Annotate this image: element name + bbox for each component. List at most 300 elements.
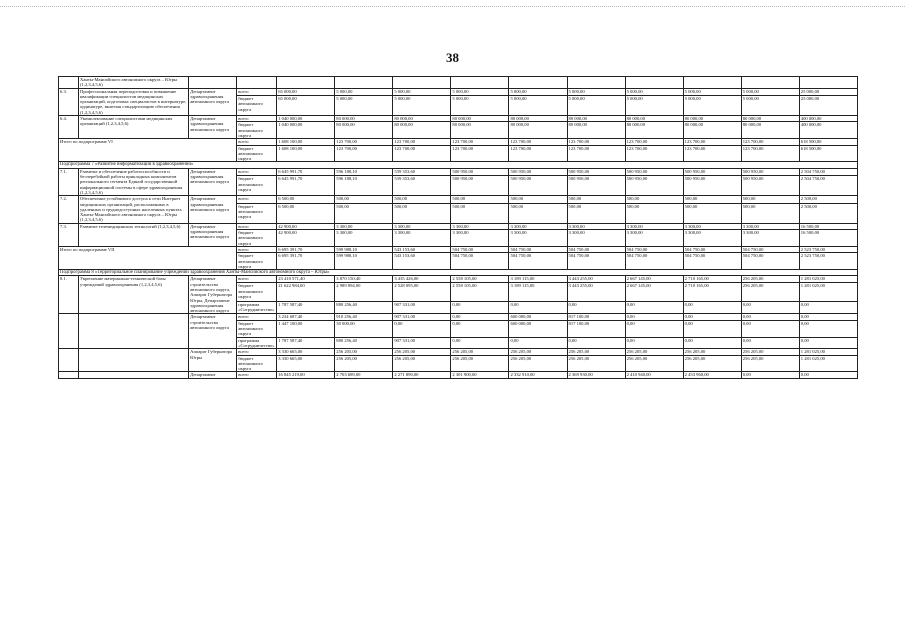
- amount-cell: 0,00: [799, 337, 857, 349]
- funding-source: бюджет автономного округа: [237, 320, 277, 337]
- amount-cell: 123 700,00: [509, 139, 567, 145]
- total-label: Итого по подпрограмме VII: [59, 246, 237, 269]
- measure-name: Профессиональная переподготовка и повышение квалификации специалистов медицинских организаций, подготовка специалистов в интернатуре, ординатуре, включая стандартизацию обеспечения (1,2,3,4,5,6): [79, 88, 189, 115]
- measure-name: Укрепление материально-технической базы учреждений здравоохранения (1,2,3,4,5,6): [79, 276, 189, 314]
- amount-cell: 123 700,00: [625, 145, 683, 162]
- amount-cell: 504 750,00: [625, 253, 683, 270]
- amount-cell: 2 453 960,00: [683, 372, 741, 378]
- amount-cell: 500 950,00: [741, 176, 799, 196]
- amount-cell: 500,00: [625, 203, 683, 223]
- amount-cell: 0,00: [799, 301, 857, 314]
- amount-cell: 80 000,00: [393, 122, 451, 139]
- amount-cell: 0,00: [451, 314, 509, 320]
- funding-source: всего: [237, 139, 277, 145]
- amount-cell: 3 300,00: [335, 230, 393, 247]
- amount-cell: 500 950,00: [451, 168, 509, 175]
- amount-cell: 0,00: [683, 301, 741, 314]
- amount-cell: 123 700,00: [509, 145, 567, 162]
- amount-cell: 80 000,00: [451, 116, 509, 122]
- measure-name: Укомплектование специалистами медицинских организаций (1,2,3,4,5,6): [79, 116, 189, 139]
- amount-cell: 504 750,00: [509, 246, 567, 252]
- funding-source: программа «Сотрудничество»: [237, 337, 277, 349]
- amount-cell: 2 558 105,00: [451, 276, 509, 283]
- amount-cell: 500,00: [741, 203, 799, 223]
- amount-cell: 3 870 150,40: [335, 276, 393, 283]
- amount-cell: 256 205,00: [335, 349, 393, 355]
- amount-cell: 500 950,00: [567, 176, 625, 196]
- amount-cell: 0,00: [509, 337, 567, 349]
- amount-cell: 0,00: [799, 320, 857, 337]
- amount-cell: 5 000,00: [509, 96, 567, 116]
- amount-cell: 2 667 145,00: [625, 276, 683, 283]
- measure-row: [59, 88, 858, 95]
- amount-cell: 817 100,00: [567, 320, 625, 337]
- measure-number: 6.4.: [59, 116, 79, 139]
- amount-cell: 0,00: [451, 301, 509, 314]
- amount-cell: 6 645 991,70: [277, 176, 335, 196]
- amount-cell: 543 153,60: [393, 253, 451, 270]
- funding-source: всего: [237, 349, 277, 355]
- amount-cell: 256 205,00: [741, 283, 799, 301]
- amount-cell: 25 000,00: [799, 88, 857, 95]
- amount-cell: 0,00: [799, 314, 857, 320]
- funding-source: бюджет автономного округа: [237, 355, 277, 372]
- amount-cell: [277, 77, 335, 89]
- amount-cell: 5 000,00: [625, 96, 683, 116]
- amount-cell: 2 500,00: [799, 203, 857, 223]
- amount-cell: 5 000,00: [567, 96, 625, 116]
- amount-cell: 42 900,00: [277, 230, 335, 247]
- amount-cell: 0,00: [567, 337, 625, 349]
- amount-cell: 539 353,60: [393, 176, 451, 196]
- subprogram-title: Подпрограмма 7 «Развитие информатизации в здравоохранении»: [59, 162, 858, 168]
- measure-executor: Аппарат Губернатора Югры: [189, 349, 237, 372]
- amount-cell: 123 700,00: [451, 145, 509, 162]
- amount-cell: [683, 77, 741, 89]
- amount-cell: 3 300,00: [741, 223, 799, 229]
- amount-cell: 123 700,00: [335, 139, 393, 145]
- amount-cell: [625, 77, 683, 89]
- amount-cell: 2 271 890,00: [393, 372, 451, 378]
- amount-cell: 2 558 105,00: [451, 283, 509, 301]
- amount-cell: 2 523 750,00: [799, 253, 857, 270]
- amount-cell: 504 750,00: [625, 246, 683, 252]
- amount-cell: 6 695 391,70: [277, 253, 335, 270]
- amount-cell: [799, 77, 857, 89]
- amount-cell: 5 000,00: [683, 88, 741, 95]
- amount-cell: 400 000,00: [799, 122, 857, 139]
- measure-number: [59, 372, 79, 378]
- amount-cell: 2 667 145,00: [625, 283, 683, 301]
- amount-cell: 256 205,00: [567, 355, 625, 372]
- amount-cell: 80 000,00: [509, 122, 567, 139]
- amount-cell: 500,00: [335, 203, 393, 223]
- amount-cell: 21 622 984,00: [277, 283, 335, 301]
- amount-cell: 256 205,00: [625, 355, 683, 372]
- amount-cell: 2 504 750,00: [799, 168, 857, 175]
- amount-cell: 1 281 025,00: [799, 349, 857, 355]
- funding-source: всего: [237, 168, 277, 175]
- measure-number: [59, 349, 79, 372]
- scan-top-edge: [0, 6, 905, 9]
- amount-cell: 256 205,00: [567, 349, 625, 355]
- amount-cell: 0,00: [741, 337, 799, 349]
- amount-cell: 500 950,00: [741, 168, 799, 175]
- amount-cell: [509, 77, 567, 89]
- amount-cell: 256 205,00: [335, 355, 393, 372]
- measure-name: Обеспечение устойчивого доступа к сети Интернет медицинских организаций, расположенных в удаленных и труднодоступных населенных пунктах Ханты-Мансийского автономного округа – Югры (1,2,3,4,5,6): [79, 196, 189, 223]
- amount-cell: 5 000,00: [393, 88, 451, 95]
- amount-cell: 6 500,00: [277, 203, 335, 223]
- amount-cell: 1 787 587,40: [277, 337, 335, 349]
- amount-cell: 3 300,00: [567, 223, 625, 229]
- amount-cell: 16 500,00: [799, 230, 857, 247]
- amount-cell: 3 189 115,00: [509, 283, 567, 301]
- amount-cell: 6 645 991,70: [277, 168, 335, 175]
- amount-cell: 500,00: [625, 196, 683, 203]
- amount-cell: 0,00: [451, 337, 509, 349]
- amount-cell: 500,00: [509, 196, 567, 203]
- amount-cell: 504 750,00: [451, 246, 509, 252]
- measure-name: Развитие и обеспечение работоспособности и бесперебойной работы прикладных компонентов регионального сегмента Единой государственной информационной системы в сфере здравоохранения (1,2,3,4,5,6): [79, 168, 189, 195]
- amount-cell: 2 504 750,00: [799, 176, 857, 196]
- amount-cell: 80 000,00: [335, 116, 393, 122]
- funding-source: всего: [237, 246, 277, 252]
- amount-cell: 500 950,00: [567, 168, 625, 175]
- amount-cell: 910 256,40: [335, 314, 393, 320]
- amount-cell: 599 988,10: [335, 246, 393, 252]
- subprogram-title: Подпрограмма 8 «Территориальное планирование учреждений здравоохранения Ханты-Мансийского автономного округа – Югры»: [59, 270, 858, 276]
- amount-cell: 3 300,00: [683, 223, 741, 229]
- amount-cell: 3 435 426,00: [393, 276, 451, 283]
- measure-executor: Департамент строительства автономного округа: [189, 314, 237, 349]
- measure-name: Развитие телемедицинских технологий (1,2,3,4,5,6): [79, 223, 189, 246]
- amount-cell: 3 300,00: [451, 230, 509, 247]
- amount-cell: 0,00: [567, 301, 625, 314]
- amount-cell: 504 750,00: [451, 253, 509, 270]
- amount-cell: 0,00: [741, 320, 799, 337]
- amount-cell: 123 700,00: [393, 139, 451, 145]
- amount-cell: 500 950,00: [625, 168, 683, 175]
- amount-cell: 256 205,00: [509, 349, 567, 355]
- funding-source: всего: [237, 276, 277, 283]
- amount-cell: 2 703 689,00: [335, 372, 393, 378]
- amount-cell: 599 988,10: [335, 253, 393, 270]
- amount-cell: 5 000,00: [335, 88, 393, 95]
- amount-cell: 600 000,00: [509, 314, 567, 320]
- amount-cell: 0,00: [741, 314, 799, 320]
- amount-cell: 6 500,00: [277, 196, 335, 203]
- amount-cell: 907 331,00: [393, 337, 451, 349]
- measure-executor: Департамент здравоохранения автономного округа: [189, 168, 237, 195]
- measure-number: 7.1.: [59, 168, 79, 195]
- amount-cell: 5 000,00: [335, 96, 393, 116]
- amount-cell: 500,00: [509, 203, 567, 223]
- amount-cell: 256 205,00: [741, 349, 799, 355]
- amount-cell: 1 281 025,00: [799, 283, 857, 301]
- amount-cell: 123 700,00: [683, 145, 741, 162]
- amount-cell: 0,00: [509, 301, 567, 314]
- measure-name: [79, 372, 189, 378]
- amount-cell: 1 447 100,00: [277, 320, 335, 337]
- funding-source: всего: [237, 196, 277, 203]
- amount-cell: 0,00: [799, 372, 857, 378]
- amount-cell: [567, 77, 625, 89]
- amount-cell: 256 205,00: [393, 349, 451, 355]
- amount-cell: 65 000,00: [277, 88, 335, 95]
- amount-cell: 504 750,00: [741, 253, 799, 270]
- funding-source: всего: [237, 88, 277, 95]
- amount-cell: 123 700,00: [335, 145, 393, 162]
- amount-cell: 1 608 100,00: [277, 139, 335, 145]
- amount-cell: 500 950,00: [683, 176, 741, 196]
- amount-cell: 5 000,00: [451, 88, 509, 95]
- amount-cell: 500 950,00: [509, 168, 567, 175]
- amount-cell: 907 331,00: [393, 314, 451, 320]
- amount-cell: 3 330 665,00: [277, 355, 335, 372]
- amount-cell: 880 256,40: [335, 301, 393, 314]
- amount-cell: 400 000,00: [799, 116, 857, 122]
- amount-cell: 1 281 025,00: [799, 355, 857, 372]
- amount-cell: 2 710 165,00: [683, 283, 741, 301]
- amount-cell: 500,00: [683, 196, 741, 203]
- measure-number: [59, 314, 79, 349]
- amount-cell: 80 000,00: [393, 116, 451, 122]
- measure-row: [59, 372, 858, 378]
- budget-table: [58, 76, 858, 379]
- amount-cell: 80 000,00: [741, 116, 799, 122]
- amount-cell: 123 700,00: [741, 145, 799, 162]
- amount-cell: 5 000,00: [393, 96, 451, 116]
- funding-source: бюджет автономного округа: [237, 230, 277, 247]
- amount-cell: 123 700,00: [567, 139, 625, 145]
- amount-cell: 5 000,00: [741, 88, 799, 95]
- amount-cell: 5 000,00: [509, 88, 567, 95]
- measure-name: [79, 349, 189, 372]
- measure-number: 6.3.: [59, 88, 79, 115]
- amount-cell: 2 410 940,00: [625, 372, 683, 378]
- measure-executor: [189, 77, 237, 89]
- amount-cell: 3 330 665,00: [277, 349, 335, 355]
- amount-cell: 3 443 255,00: [567, 276, 625, 283]
- amount-cell: 500,00: [451, 196, 509, 203]
- amount-cell: 256 205,00: [393, 355, 451, 372]
- amount-cell: 80 000,00: [567, 116, 625, 122]
- amount-cell: 504 750,00: [509, 253, 567, 270]
- measure-executor: Департамент здравоохранения автономного округа: [189, 116, 237, 139]
- amount-cell: 23 410 571,40: [277, 276, 335, 283]
- amount-cell: 1 281 025,00: [799, 276, 857, 283]
- measure-number: 7.3.: [59, 223, 79, 246]
- amount-cell: 500,00: [335, 196, 393, 203]
- amount-cell: 123 700,00: [683, 139, 741, 145]
- amount-cell: 6 695 391,70: [277, 246, 335, 252]
- amount-cell: 3 300,00: [335, 223, 393, 229]
- amount-cell: 618 500,00: [799, 145, 857, 162]
- amount-cell: 500,00: [393, 196, 451, 203]
- amount-cell: 3 189 115,00: [509, 276, 567, 283]
- amount-cell: 123 700,00: [741, 139, 799, 145]
- amount-cell: 80 000,00: [741, 122, 799, 139]
- amount-cell: 0,00: [625, 314, 683, 320]
- amount-cell: 2 528 095,00: [393, 283, 451, 301]
- amount-cell: 0,00: [741, 301, 799, 314]
- measure-executor: Департамент здравоохранения автономного округа: [189, 88, 237, 115]
- amount-cell: 3 300,00: [741, 230, 799, 247]
- amount-cell: 0,00: [451, 320, 509, 337]
- measure-row: [59, 77, 858, 89]
- amount-cell: [451, 77, 509, 89]
- amount-cell: 65 000,00: [277, 96, 335, 116]
- amount-cell: 600 000,00: [509, 320, 567, 337]
- funding-source: бюджет автономного округа: [237, 145, 277, 162]
- amount-cell: 3 300,00: [567, 230, 625, 247]
- funding-source: бюджет автономного округа: [237, 176, 277, 196]
- amount-cell: 256 205,00: [683, 355, 741, 372]
- amount-cell: 123 700,00: [451, 139, 509, 145]
- amount-cell: 504 750,00: [683, 253, 741, 270]
- amount-cell: 500,00: [393, 203, 451, 223]
- amount-cell: 596 188,10: [335, 176, 393, 196]
- amount-cell: 1 040 000,00: [277, 116, 335, 122]
- amount-cell: 256 205,00: [741, 355, 799, 372]
- amount-cell: 596 188,10: [335, 168, 393, 175]
- amount-cell: 504 750,00: [567, 246, 625, 252]
- amount-cell: 0,00: [683, 314, 741, 320]
- measure-executor: Департамент здравоохранения автономного округа: [189, 196, 237, 223]
- amount-cell: 500,00: [741, 196, 799, 203]
- amount-cell: 5 000,00: [683, 96, 741, 116]
- amount-cell: 5 000,00: [741, 96, 799, 116]
- amount-cell: 1 040 000,00: [277, 122, 335, 139]
- amount-cell: 2 369 930,00: [567, 372, 625, 378]
- amount-cell: [335, 77, 393, 89]
- measure-number: 7.2.: [59, 196, 79, 223]
- amount-cell: 0,00: [683, 337, 741, 349]
- funding-source: бюджет автономного округа: [237, 283, 277, 301]
- amount-cell: 2 989 894,00: [335, 283, 393, 301]
- amount-cell: 123 700,00: [625, 139, 683, 145]
- amount-cell: 80 000,00: [451, 122, 509, 139]
- amount-cell: 0,00: [683, 320, 741, 337]
- funding-source: бюджет автономного округа: [237, 96, 277, 116]
- funding-source: всего: [237, 116, 277, 122]
- amount-cell: 256 205,00: [509, 355, 567, 372]
- amount-cell: 2 710 165,00: [683, 276, 741, 283]
- amount-cell: 30 000,00: [335, 320, 393, 337]
- amount-cell: 1 608 100,00: [277, 145, 335, 162]
- measure-row: [59, 196, 858, 203]
- amount-cell: 5 000,00: [567, 88, 625, 95]
- amount-cell: 256 205,00: [683, 349, 741, 355]
- amount-cell: [393, 77, 451, 89]
- measure-executor: Департамент: [189, 372, 237, 378]
- amount-cell: 5 000,00: [451, 96, 509, 116]
- amount-cell: 80 000,00: [335, 122, 393, 139]
- amount-cell: 500,00: [451, 203, 509, 223]
- funding-source: всего: [237, 372, 277, 378]
- amount-cell: 2 500,00: [799, 196, 857, 203]
- amount-cell: 3 300,00: [393, 230, 451, 247]
- amount-cell: 907 331,00: [393, 301, 451, 314]
- measure-number: [59, 77, 79, 89]
- amount-cell: 0,00: [625, 320, 683, 337]
- amount-cell: 256 205,00: [451, 355, 509, 372]
- measure-name: Ханты-Мансийского автономного округа – Югры (1,2,3,4,5,6): [79, 77, 189, 89]
- amount-cell: 80 000,00: [509, 116, 567, 122]
- funding-source: бюджет автономного округа: [237, 203, 277, 223]
- measure-executor: Департамент здравоохранения автономного округа: [189, 223, 237, 246]
- amount-cell: 1 787 587,40: [277, 301, 335, 314]
- amount-cell: 80 000,00: [683, 116, 741, 122]
- amount-cell: 256 205,00: [451, 349, 509, 355]
- amount-cell: 500,00: [683, 203, 741, 223]
- funding-source: бюджет автономного округа: [237, 253, 277, 270]
- amount-cell: 500 950,00: [625, 176, 683, 196]
- funding-source: всего: [237, 314, 277, 320]
- funding-source: [237, 77, 277, 89]
- amount-cell: 504 750,00: [683, 246, 741, 252]
- amount-cell: 16 500,00: [799, 223, 857, 229]
- amount-cell: 16 845 219,00: [277, 372, 335, 378]
- amount-cell: 618 500,00: [799, 139, 857, 145]
- amount-cell: 25 000,00: [799, 96, 857, 116]
- amount-cell: 504 750,00: [567, 253, 625, 270]
- amount-cell: 80 000,00: [683, 122, 741, 139]
- measure-row: [59, 168, 858, 175]
- amount-cell: 2 301 900,00: [451, 372, 509, 378]
- amount-cell: 539 353,60: [393, 168, 451, 175]
- amount-cell: 500,00: [567, 203, 625, 223]
- amount-cell: 80 000,00: [567, 122, 625, 139]
- amount-cell: 500,00: [567, 196, 625, 203]
- amount-cell: 3 300,00: [509, 223, 567, 229]
- amount-cell: 80 000,00: [625, 122, 683, 139]
- amount-cell: 500 950,00: [451, 176, 509, 196]
- amount-cell: 3 300,00: [393, 223, 451, 229]
- measure-name: [79, 314, 189, 349]
- amount-cell: 3 300,00: [509, 230, 567, 247]
- amount-cell: 500 950,00: [509, 176, 567, 196]
- amount-cell: 80 000,00: [625, 116, 683, 122]
- amount-cell: 3 443 255,00: [567, 283, 625, 301]
- measure-executor: Департамент строительства автономного округа, Аппарат Губернатора Югры, Департамент здравоохранения автономного округа: [189, 276, 237, 314]
- amount-cell: 543 153,60: [393, 246, 451, 252]
- amount-cell: 5 000,00: [625, 88, 683, 95]
- page-number: 38: [446, 50, 459, 65]
- amount-cell: 0,00: [625, 337, 683, 349]
- amount-cell: 3 300,00: [625, 230, 683, 247]
- amount-cell: 500 950,00: [683, 168, 741, 175]
- amount-cell: 504 750,00: [741, 246, 799, 252]
- amount-cell: 123 700,00: [567, 145, 625, 162]
- amount-cell: 3 234 687,40: [277, 314, 335, 320]
- amount-cell: [741, 77, 799, 89]
- amount-cell: 817 100,00: [567, 314, 625, 320]
- amount-cell: 3 300,00: [625, 223, 683, 229]
- amount-cell: 3 300,00: [683, 230, 741, 247]
- funding-source: программа «Сотрудничество»: [237, 301, 277, 314]
- amount-cell: 3 300,00: [451, 223, 509, 229]
- total-label: Итого по подпрограмме VI: [59, 139, 237, 162]
- funding-source: всего: [237, 223, 277, 229]
- amount-cell: 0,00: [741, 372, 799, 378]
- amount-cell: 0,00: [625, 301, 683, 314]
- amount-cell: 880 256,40: [335, 337, 393, 349]
- amount-cell: 42 900,00: [277, 223, 335, 229]
- amount-cell: 256 205,00: [625, 349, 683, 355]
- amount-cell: 256 205,00: [741, 276, 799, 283]
